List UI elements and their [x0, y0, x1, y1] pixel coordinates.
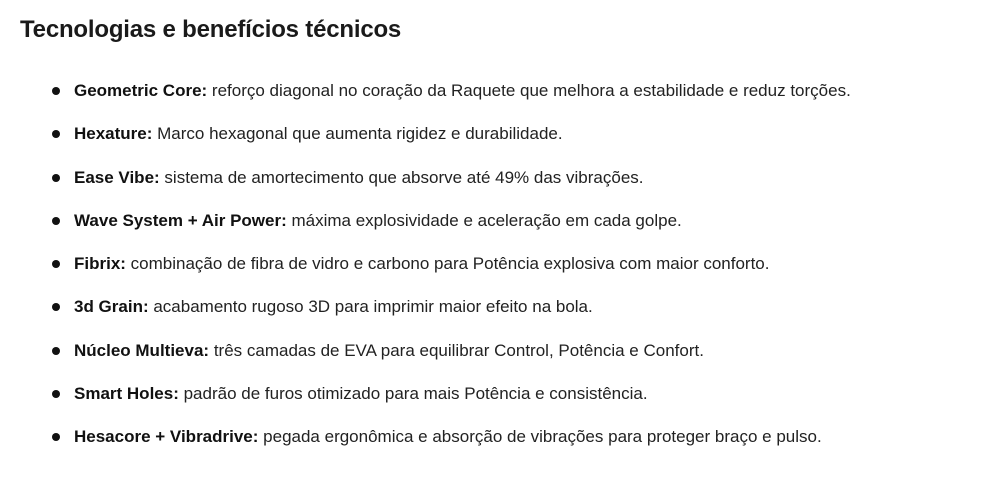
list-item: [20, 383, 1000, 405]
list-item: [20, 80, 1000, 102]
bullet-icon: [52, 433, 60, 441]
bullet-icon: [52, 174, 60, 182]
feature-term: Geometric Core:: [74, 81, 208, 100]
feature-list: [20, 80, 1000, 448]
list-item: [20, 253, 1000, 275]
list-item: [20, 340, 1000, 362]
bullet-icon: [52, 303, 60, 311]
feature-description: reforço diagonal no coração da Raquete que melhora a estabilidade e reduz torções.: [207, 81, 851, 100]
list-item: [20, 210, 1000, 232]
feature-description: sistema de amortecimento que absorve até 49% das vibrações.: [159, 167, 644, 187]
list-item: [20, 426, 1000, 448]
feature-description: acabamento rugoso 3D para imprimir maior efeito na bola.: [148, 297, 593, 317]
feature-description: três camadas de EVA para equilibrar Control, Potência e Confort.: [209, 340, 704, 360]
feature-term: 3d Grain:: [74, 297, 149, 317]
feature-term: Fibrix:: [74, 254, 126, 274]
bullet-icon: [52, 347, 60, 355]
bullet-icon: [52, 217, 60, 225]
feature-description: pegada ergonômica e absorção de vibrações para proteger braço e pulso.: [258, 427, 822, 447]
feature-description: Marco hexagonal que aumenta rigidez e durabilidade.: [152, 124, 563, 144]
bullet-icon: [52, 87, 60, 95]
feature-term: Hexature:: [74, 124, 153, 144]
feature-description: combinação de fibra de vidro e carbono para Potência explosiva com maior conforto.: [125, 254, 770, 274]
section-heading: Tecnologias e benefícios técnicos: [20, 16, 402, 43]
list-item: [20, 123, 1000, 145]
bullet-icon: [52, 130, 60, 138]
list-item: [20, 296, 1000, 318]
feature-term: Wave System + Air Power:: [74, 210, 287, 230]
list-item: [20, 167, 1000, 189]
bullet-icon: [52, 390, 60, 398]
feature-term: Ease Vibe:: [74, 167, 160, 187]
feature-description: padrão de furos otimizado para mais Potência e consistência.: [178, 384, 648, 404]
feature-term: Núcleo Multieva:: [74, 340, 210, 360]
feature-term: Smart Holes:: [74, 384, 179, 404]
feature-description: máxima explosividade e aceleração em cada golpe.: [286, 210, 682, 230]
bullet-icon: [52, 260, 60, 268]
feature-term: Hesacore + Vibradrive:: [74, 427, 259, 447]
